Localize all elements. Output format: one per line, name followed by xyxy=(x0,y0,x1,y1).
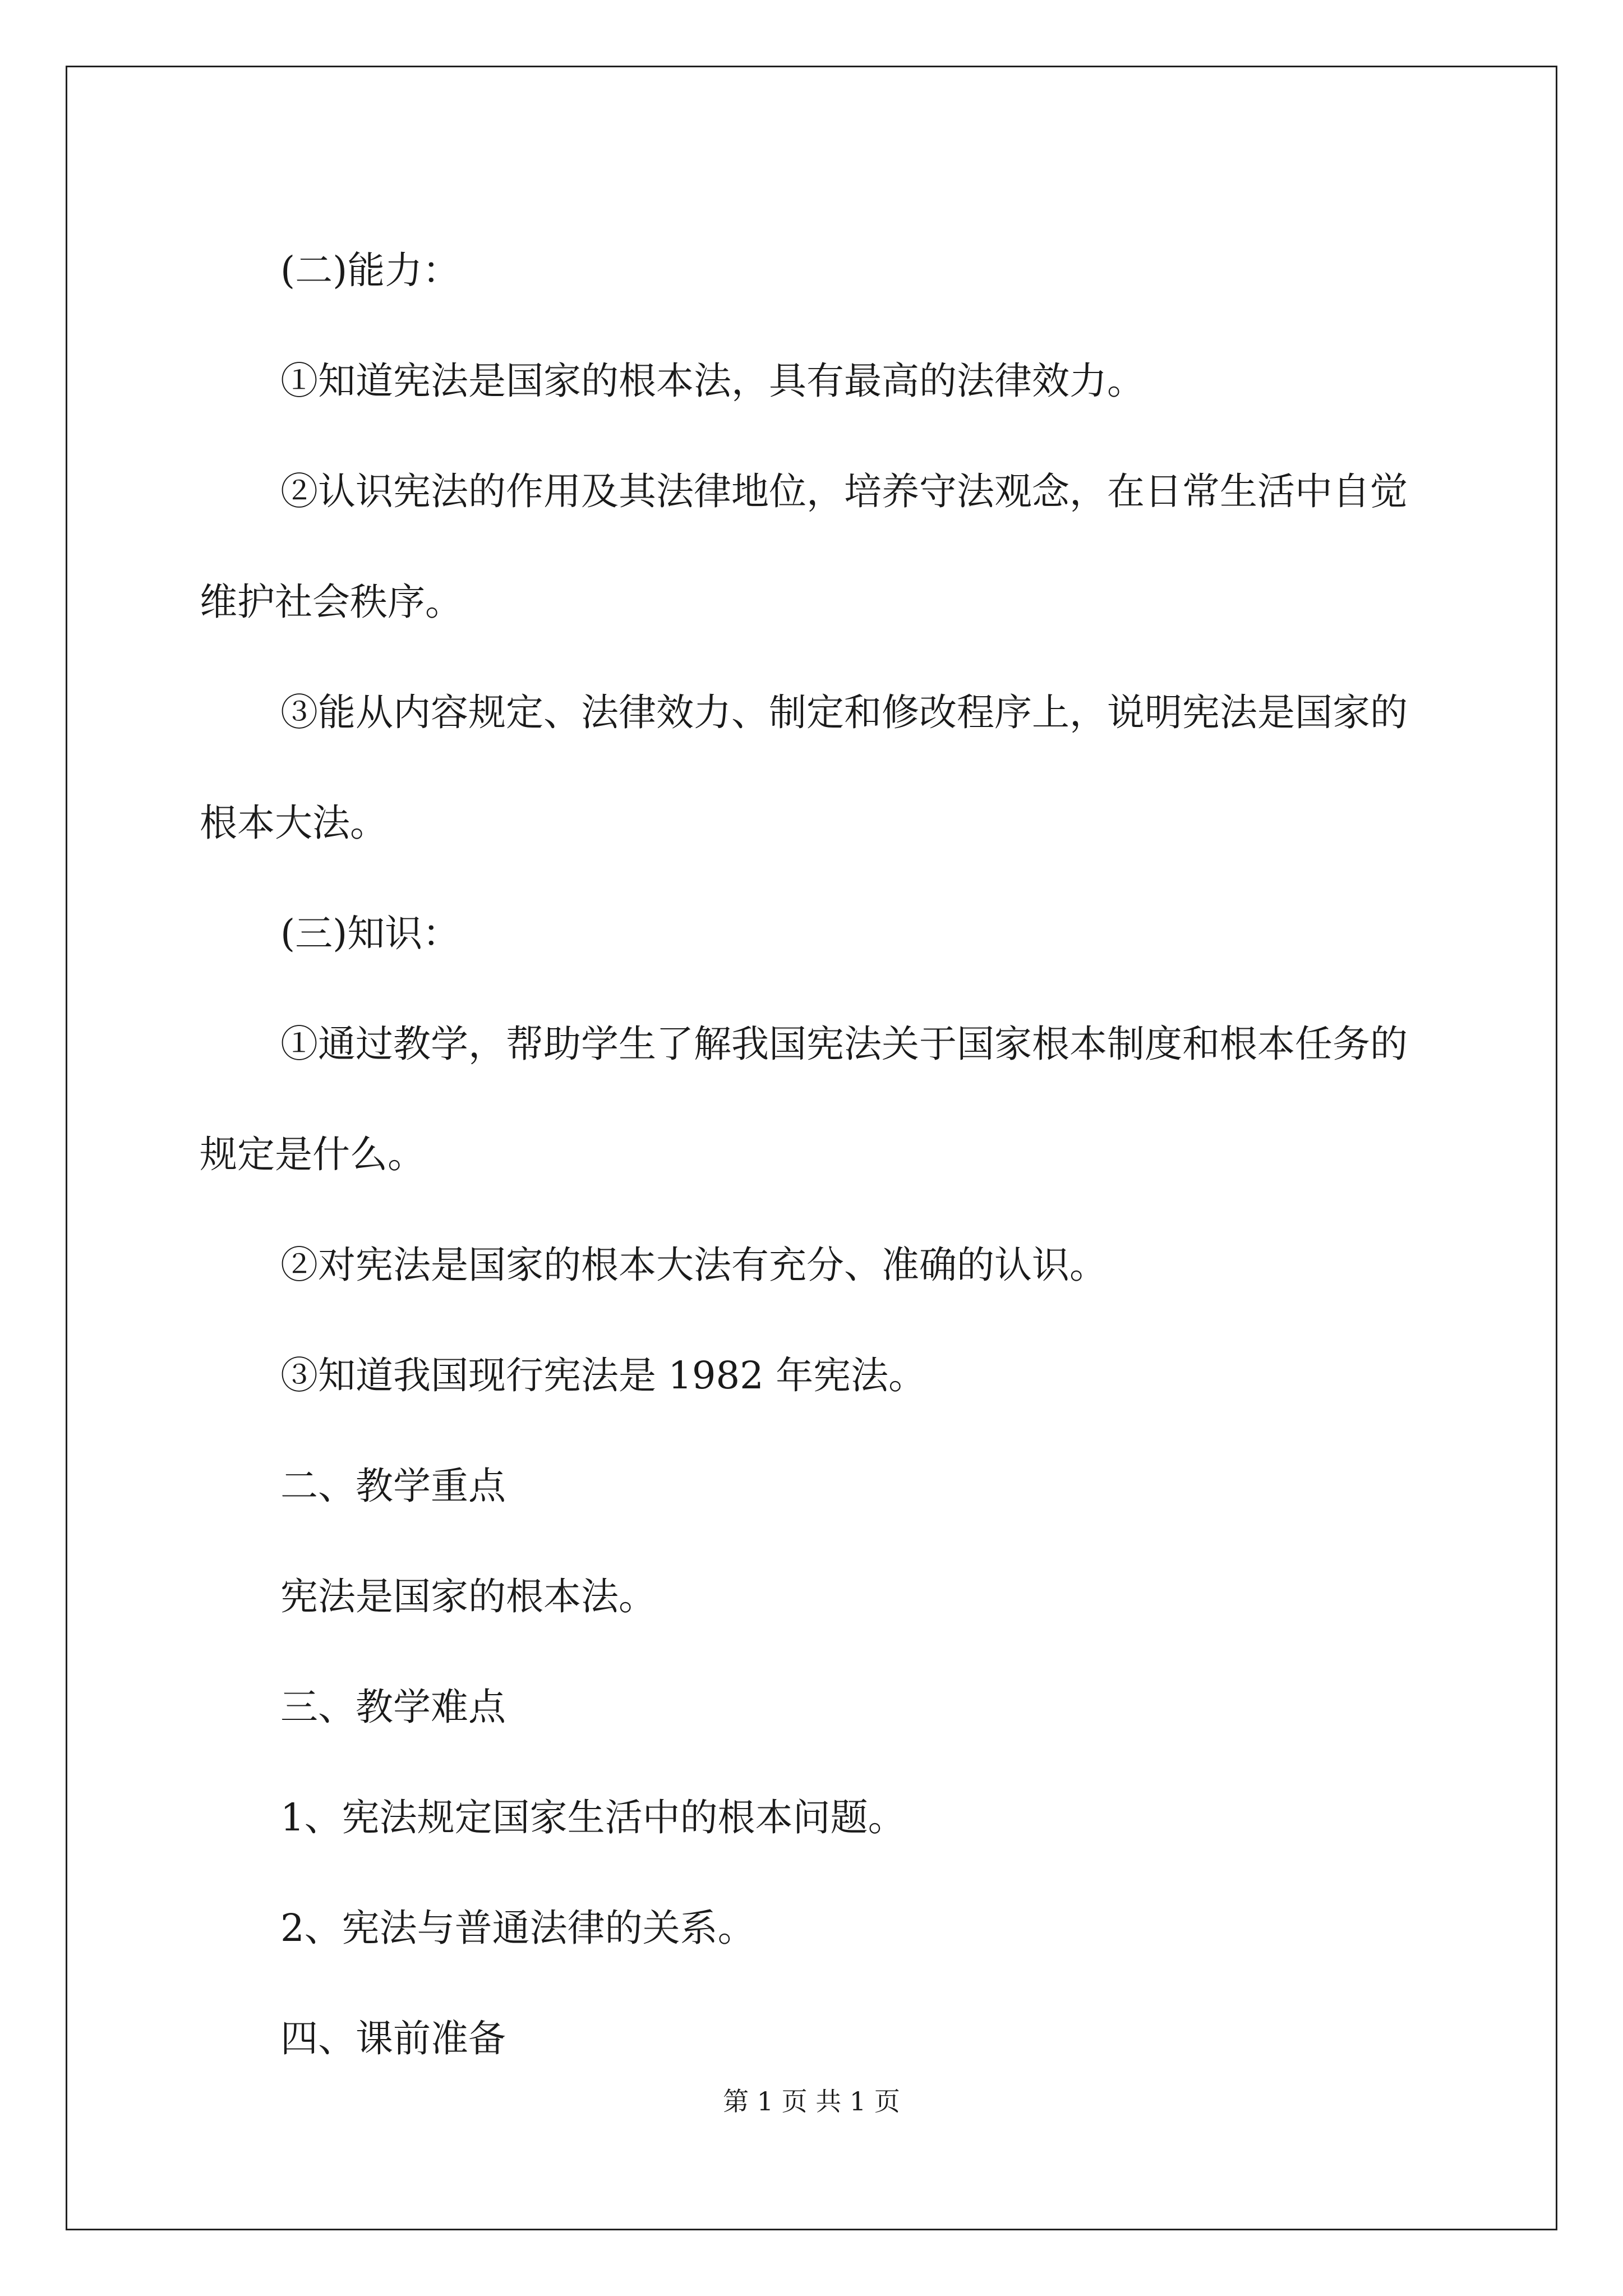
document-body xyxy=(200,215,1422,2094)
list-item: 2、宪法与普通法律的关系。 xyxy=(280,1906,755,1950)
list-item: ②认识宪法的作用及其法律地位，培养守法观念，在日常生活中自觉维护社会秩序。 xyxy=(200,470,1408,624)
body-text: 宪法是国家的根本法。 xyxy=(280,1575,656,1618)
list-item: ③知道我国现行宪法是 1982 年宪法。 xyxy=(280,1354,926,1397)
section-heading-knowledge: (三)知识： xyxy=(280,912,460,955)
list-item: ①通过教学，帮助学生了解我国宪法关于国家根本制度和根本任务的规定是什么。 xyxy=(200,1022,1408,1176)
section-heading-difficulties: 三、教学难点 xyxy=(280,1685,506,1729)
list-item: ①知道宪法是国家的根本法，具有最高的法律效力。 xyxy=(280,359,1145,403)
section-heading-ability: (二)能力： xyxy=(280,249,460,292)
list-item: 1、宪法规定国家生活中的根本问题。 xyxy=(280,1796,906,1839)
list-item: ②对宪法是国家的根本大法有充分、准确的认识。 xyxy=(280,1243,1107,1287)
page-number-footer: 第 1 页 共 1 页 xyxy=(723,2086,900,2116)
section-heading-key-points: 二、教学重点 xyxy=(280,1464,506,1508)
list-item: ③能从内容规定、法律效力、制定和修改程序上，说明宪法是国家的根本大法。 xyxy=(200,691,1408,845)
section-heading-preparation: 四、课前准备 xyxy=(280,2017,506,2060)
